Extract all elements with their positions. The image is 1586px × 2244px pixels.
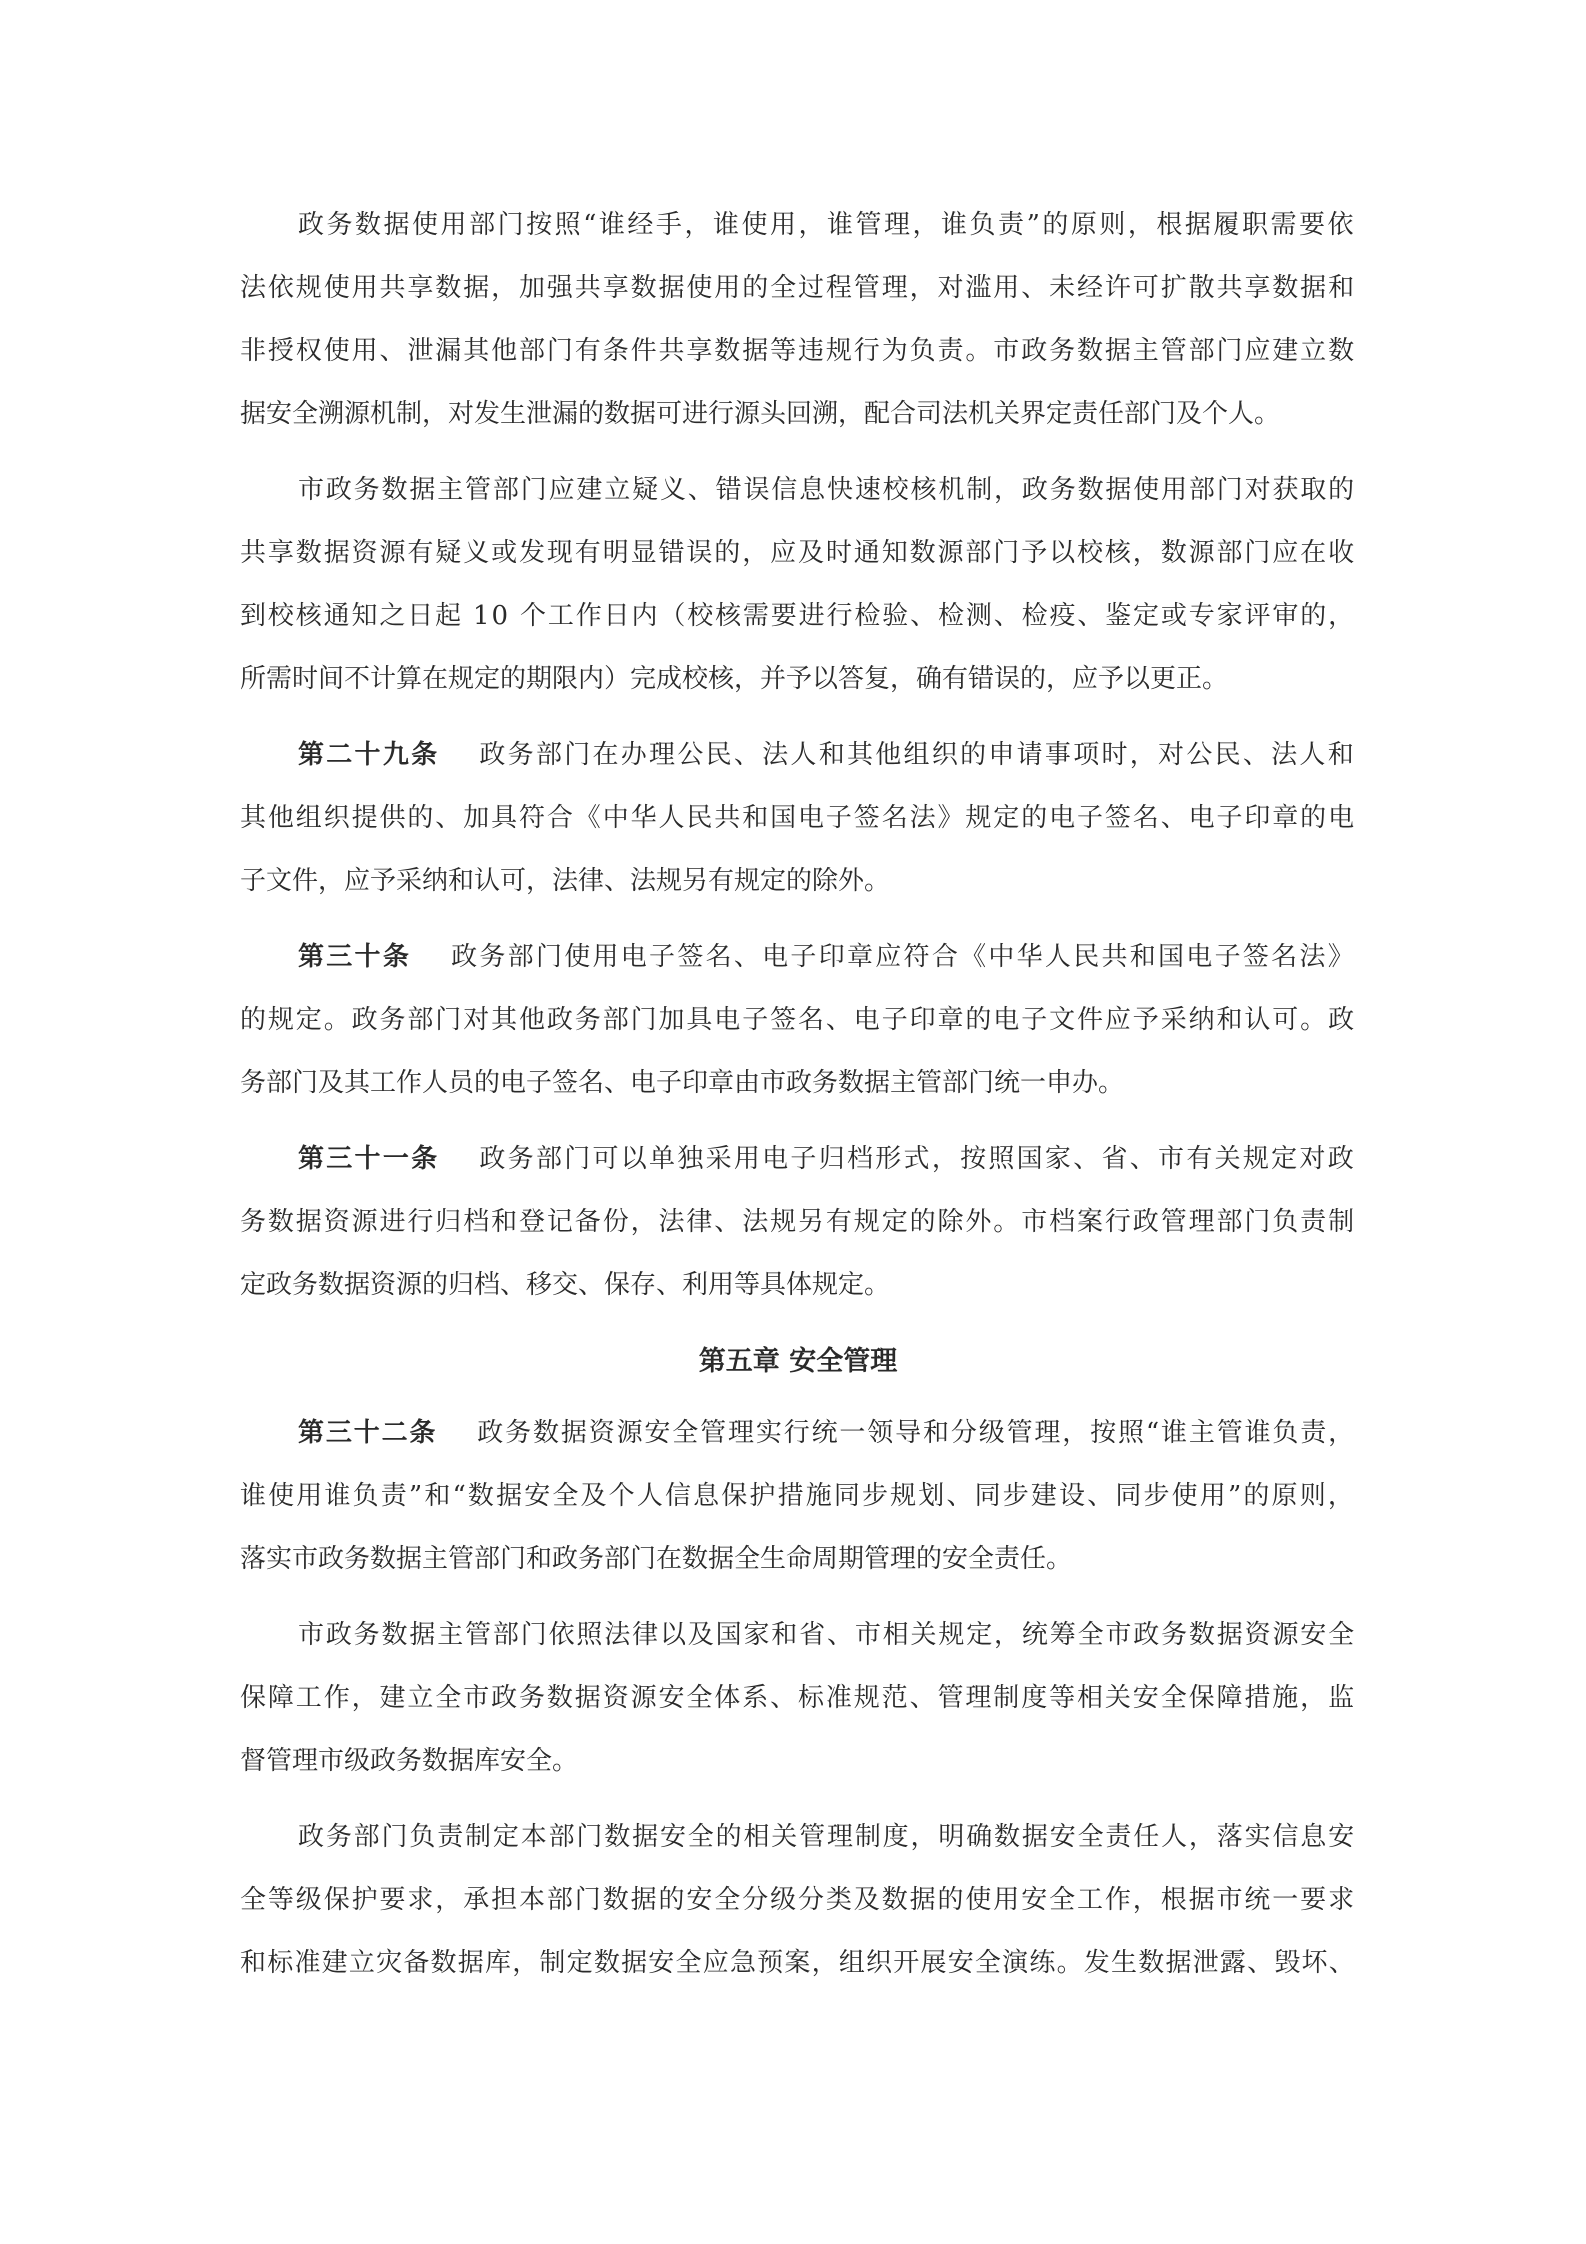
- article-paragraph: [240, 1402, 1356, 1591]
- text-line: [240, 1730, 1356, 1793]
- text-line: [240, 1052, 1356, 1115]
- text-line: [240, 1806, 1356, 1869]
- text-line: [240, 850, 1356, 913]
- article-number: 第三十条: [298, 942, 412, 972]
- line-text: 所需时间不计算在规定的期限内）完成校核，并予以答复，确有错误的，应予以更正。: [240, 664, 1229, 694]
- text-line: [240, 1604, 1356, 1667]
- line-text: 保障工作，建立全市政务数据资源安全体系、标准规范、管理制度等相关安全保障措施，监: [240, 1683, 1356, 1713]
- line-text: 政务数据资源安全管理实行统一领导和分级管理，按照“谁主管谁负责，: [477, 1418, 1356, 1448]
- line-text: 全等级保护要求，承担本部门数据的安全分级分类及数据的使用安全工作，根据市统一要求: [240, 1885, 1356, 1915]
- text-line: [240, 1465, 1356, 1528]
- line-text: 非授权使用、泄漏其他部门有条件共享数据等违规行为负责。市政务数据主管部门应建立数: [240, 336, 1356, 366]
- text-line: [240, 1128, 1356, 1191]
- line-text: 和标准建立灾备数据库，制定数据安全应急预案，组织开展安全演练。发生数据泄露、毁坏、: [240, 1948, 1356, 1978]
- text-line: [240, 194, 1356, 257]
- line-text: 市政务数据主管部门应建立疑义、错误信息快速校核机制，政务数据使用部门对获取的: [298, 475, 1356, 505]
- text-line: [240, 1402, 1356, 1465]
- paragraph: [240, 459, 1356, 711]
- text-line: [240, 926, 1356, 989]
- line-text: 子文件，应予采纳和认可，法律、法规另有规定的除外。: [240, 866, 891, 896]
- paragraph: [240, 1806, 1356, 1995]
- line-text: 共享数据资源有疑义或发现有明显错误的，应及时通知数源部门予以校核，数源部门应在收: [240, 538, 1356, 568]
- paragraph: [240, 1604, 1356, 1793]
- line-text: 其他组织提供的、加具符合《中华人民共和国电子签名法》规定的电子签名、电子印章的电: [240, 803, 1356, 833]
- text-line: [240, 648, 1356, 711]
- text-line: [240, 724, 1356, 787]
- chapter-heading: 第五章 安全管理: [698, 1346, 898, 1377]
- text-line: [240, 383, 1356, 446]
- text-line: [240, 989, 1356, 1052]
- line-text: 定政务数据资源的归档、移交、保存、利用等具体规定。: [240, 1270, 891, 1300]
- text-line: [240, 787, 1356, 850]
- text-line: [240, 522, 1356, 585]
- text-line: [240, 1667, 1356, 1730]
- line-text: 法依规使用共享数据，加强共享数据使用的全过程管理，对滥用、未经许可扩散共享数据和: [240, 273, 1356, 303]
- document-body: [240, 194, 1356, 2008]
- text-line: [240, 257, 1356, 320]
- line-text: 政务部门使用电子签名、电子印章应符合《中华人民共和国电子签名法》: [451, 942, 1356, 972]
- line-text: 政务部门可以单独采用电子归档形式，按照国家、省、市有关规定对政: [479, 1144, 1356, 1174]
- line-text: 据安全溯源机制，对发生泄漏的数据可进行源头回溯，配合司法机关界定责任部门及个人。: [240, 399, 1281, 429]
- article-paragraph: [240, 926, 1356, 1115]
- article-number: 第二十九条: [298, 740, 440, 770]
- line-text: 落实市政务数据主管部门和政务部门在数据全生命周期管理的安全责任。: [240, 1544, 1073, 1574]
- line-text: 到校核通知之日起 10 个工作日内（校核需要进行检验、检测、检疫、鉴定或专家评审的，: [240, 601, 1356, 631]
- text-line: [240, 1932, 1356, 1995]
- line-text: 的规定。政务部门对其他政务部门加具电子签名、电子印章的电子文件应予采纳和认可。政: [240, 1005, 1356, 1035]
- text-line: [240, 1191, 1356, 1254]
- text-line: [240, 585, 1356, 648]
- line-text: 务数据资源进行归档和登记备份，法律、法规另有规定的除外。市档案行政管理部门负责制: [240, 1207, 1356, 1237]
- line-text: 督管理市级政务数据库安全。: [240, 1746, 579, 1776]
- line-text: 政务部门在办理公民、法人和其他组织的申请事项时，对公民、法人和: [479, 740, 1356, 770]
- line-text: 市政务数据主管部门依照法律以及国家和省、市相关规定，统筹全市政务数据资源安全: [298, 1620, 1356, 1650]
- text-line: [240, 320, 1356, 383]
- article-number: 第三十二条: [298, 1418, 438, 1448]
- text-line: [240, 1254, 1356, 1317]
- text-line: [240, 1869, 1356, 1932]
- article-number: 第三十一条: [298, 1144, 440, 1174]
- line-text: 政务部门负责制定本部门数据安全的相关管理制度，明确数据安全责任人，落实信息安: [298, 1822, 1356, 1852]
- line-text: 务部门及其工作人员的电子签名、电子印章由市政务数据主管部门统一申办。: [240, 1068, 1125, 1098]
- line-text: 谁使用谁负责”和“数据安全及个人信息保护措施同步规划、同步建设、同步使用”的原则，: [240, 1481, 1356, 1511]
- article-paragraph: [240, 724, 1356, 913]
- text-line: [240, 459, 1356, 522]
- paragraph: [240, 194, 1356, 446]
- article-paragraph: [240, 1128, 1356, 1317]
- line-text: 政务数据使用部门按照“谁经手，谁使用，谁管理，谁负责”的原则，根据履职需要依: [298, 210, 1356, 240]
- text-line: [240, 1528, 1356, 1591]
